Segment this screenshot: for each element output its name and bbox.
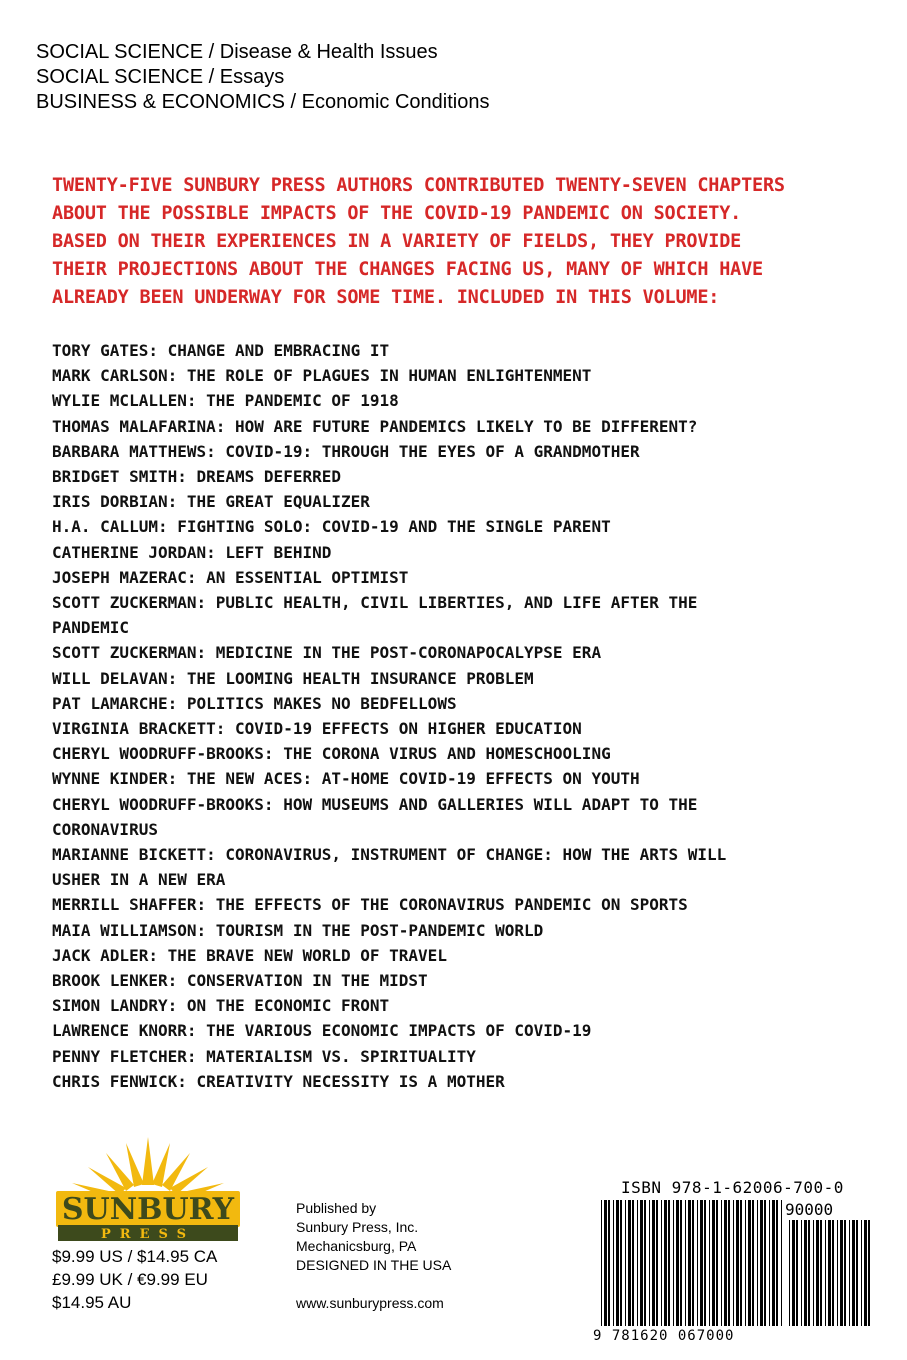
toc-line: PANDEMIC [52,618,130,638]
toc-line: WYNNE KINDER: THE NEW ACES: AT-HOME COVID-19 EFFECTS ON YOUTH [52,769,640,789]
publisher-website[interactable]: www.sunburypress.com [296,1295,444,1311]
blurb-line: ABOUT THE POSSIBLE IMPACTS OF THE COVID-19 PANDEMIC ON SOCIETY. [52,203,742,224]
toc-line: MARK CARLSON: THE ROLE OF PLAGUES IN HUMAN ENLIGHTENMENT [52,366,592,386]
price-line: $9.99 US / $14.95 CA [52,1247,218,1266]
toc-line: CORONAVIRUS [52,819,158,839]
publisher-line: Published by [296,1200,377,1216]
logo-text-top: SUNBURY [61,1192,235,1227]
blurb-line: TWENTY-FIVE SUNBURY PRESS AUTHORS CONTRIBUTED TWENTY-SEVEN CHAPTERS [52,175,785,196]
sunbury-press-logo [48,1135,248,1245]
toc-line: BRIDGET SMITH: DREAMS DEFERRED [52,467,341,487]
toc-line: IRIS DORBIAN: THE GREAT EQUALIZER [52,492,370,512]
toc-line: USHER IN A NEW ERA [52,870,226,890]
toc-line: WILL DELAVAN: THE LOOMING HEALTH INSURANCE PROBLEM [52,668,534,688]
blurb-line: ALREADY BEEN UNDERWAY FOR SOME TIME. INCLUDED IN THIS VOLUME: [52,287,720,308]
toc-line: JACK ADLER: THE BRAVE NEW WORLD OF TRAVEL [52,945,447,965]
toc-line: CHERYL WOODRUFF-BROOKS: HOW MUSEUMS AND GALLERIES WILL ADAPT TO THE [52,794,698,814]
toc-line: WYLIE MCLALLEN: THE PANDEMIC OF 1918 [52,391,399,411]
toc-line: THOMAS MALAFARINA: HOW ARE FUTURE PANDEMICS LIKELY TO BE DIFFERENT? [52,416,698,436]
price-list [52,1245,217,1314]
blurb-line: BASED ON THEIR EXPERIENCES IN A VARIETY OF FIELDS, THEY PROVIDE [52,231,742,252]
publisher-line: DESIGNED IN THE USA [296,1257,452,1273]
toc-line: BARBARA MATTHEWS: COVID-19: THROUGH THE EYES OF A GRANDMOTHER [52,441,640,461]
isbn-label: ISBN 978-1-62006-700-0 [621,1178,844,1197]
isbn-barcode-block [587,1178,877,1348]
toc-line: PAT LAMARCHE: POLITICS MAKES NO BEDFELLOWS [52,693,457,713]
description-blurb [52,172,872,312]
toc-line: TORY GATES: CHANGE AND EMBRACING IT [52,341,390,360]
toc-line: MERRILL SHAFFER: THE EFFECTS OF THE CORONAVIRUS PANDEMIC ON SPORTS [52,895,688,915]
contents-list [52,338,872,1094]
toc-line: PENNY FLETCHER: MATERIALISM VS. SPIRITUALITY [52,1046,476,1066]
category-line: SOCIAL SCIENCE / Disease & Health Issues [36,41,438,63]
category-list [36,40,489,115]
publisher-info [296,1199,451,1275]
toc-line: JOSEPH MAZERAC: AN ESSENTIAL OPTIMIST [52,567,409,587]
toc-line: SIMON LANDRY: ON THE ECONOMIC FRONT [52,996,390,1016]
toc-line: CHRIS FENWICK: CREATIVITY NECESSITY IS A MOTHER [52,1071,505,1091]
toc-line: BROOK LENKER: CONSERVATION IN THE MIDST [52,971,428,991]
toc-line: VIRGINIA BRACKETT: COVID-19 EFFECTS ON HIGHER EDUCATION [52,719,582,739]
toc-line: H.A. CALLUM: FIGHTING SOLO: COVID-19 AND THE SINGLE PARENT [52,517,611,537]
toc-line: SCOTT ZUCKERMAN: MEDICINE IN THE POST-CORONAPOCALYPSE ERA [52,643,602,663]
barcode-digits: 9 781620 067000 [593,1328,735,1344]
blurb-line: THEIR PROJECTIONS ABOUT THE CHANGES FACING US, MANY OF WHICH HAVE [52,259,763,280]
barcode-bars [587,1200,877,1330]
price-code: 90000 [785,1200,834,1219]
toc-line: CHERYL WOODRUFF-BROOKS: THE CORONA VIRUS AND HOMESCHOOLING [52,744,611,764]
sunburst-logo-icon [48,1135,248,1245]
logo-text-bottom: PRESS [101,1227,195,1242]
price-line: $14.95 AU [52,1293,132,1312]
price-line: £9.99 UK / €9.99 EU [52,1270,208,1289]
category-line: BUSINESS & ECONOMICS / Economic Conditions [36,91,490,113]
toc-line: LAWRENCE KNORR: THE VARIOUS ECONOMIC IMPACTS OF COVID-19 [52,1021,592,1041]
toc-line: MARIANNE BICKETT: CORONAVIRUS, INSTRUMENT OF CHANGE: HOW THE ARTS WILL [52,845,727,865]
toc-line: MAIA WILLIAMSON: TOURISM IN THE POST-PANDEMIC WORLD [52,920,544,940]
toc-line: CATHERINE JORDAN: LEFT BEHIND [52,542,332,562]
publisher-line: Sunbury Press, Inc. [296,1219,419,1235]
category-line: SOCIAL SCIENCE / Essays [36,66,285,88]
toc-line: SCOTT ZUCKERMAN: PUBLIC HEALTH, CIVIL LIBERTIES, AND LIFE AFTER THE [52,593,698,613]
publisher-line: Mechanicsburg, PA [296,1238,417,1254]
